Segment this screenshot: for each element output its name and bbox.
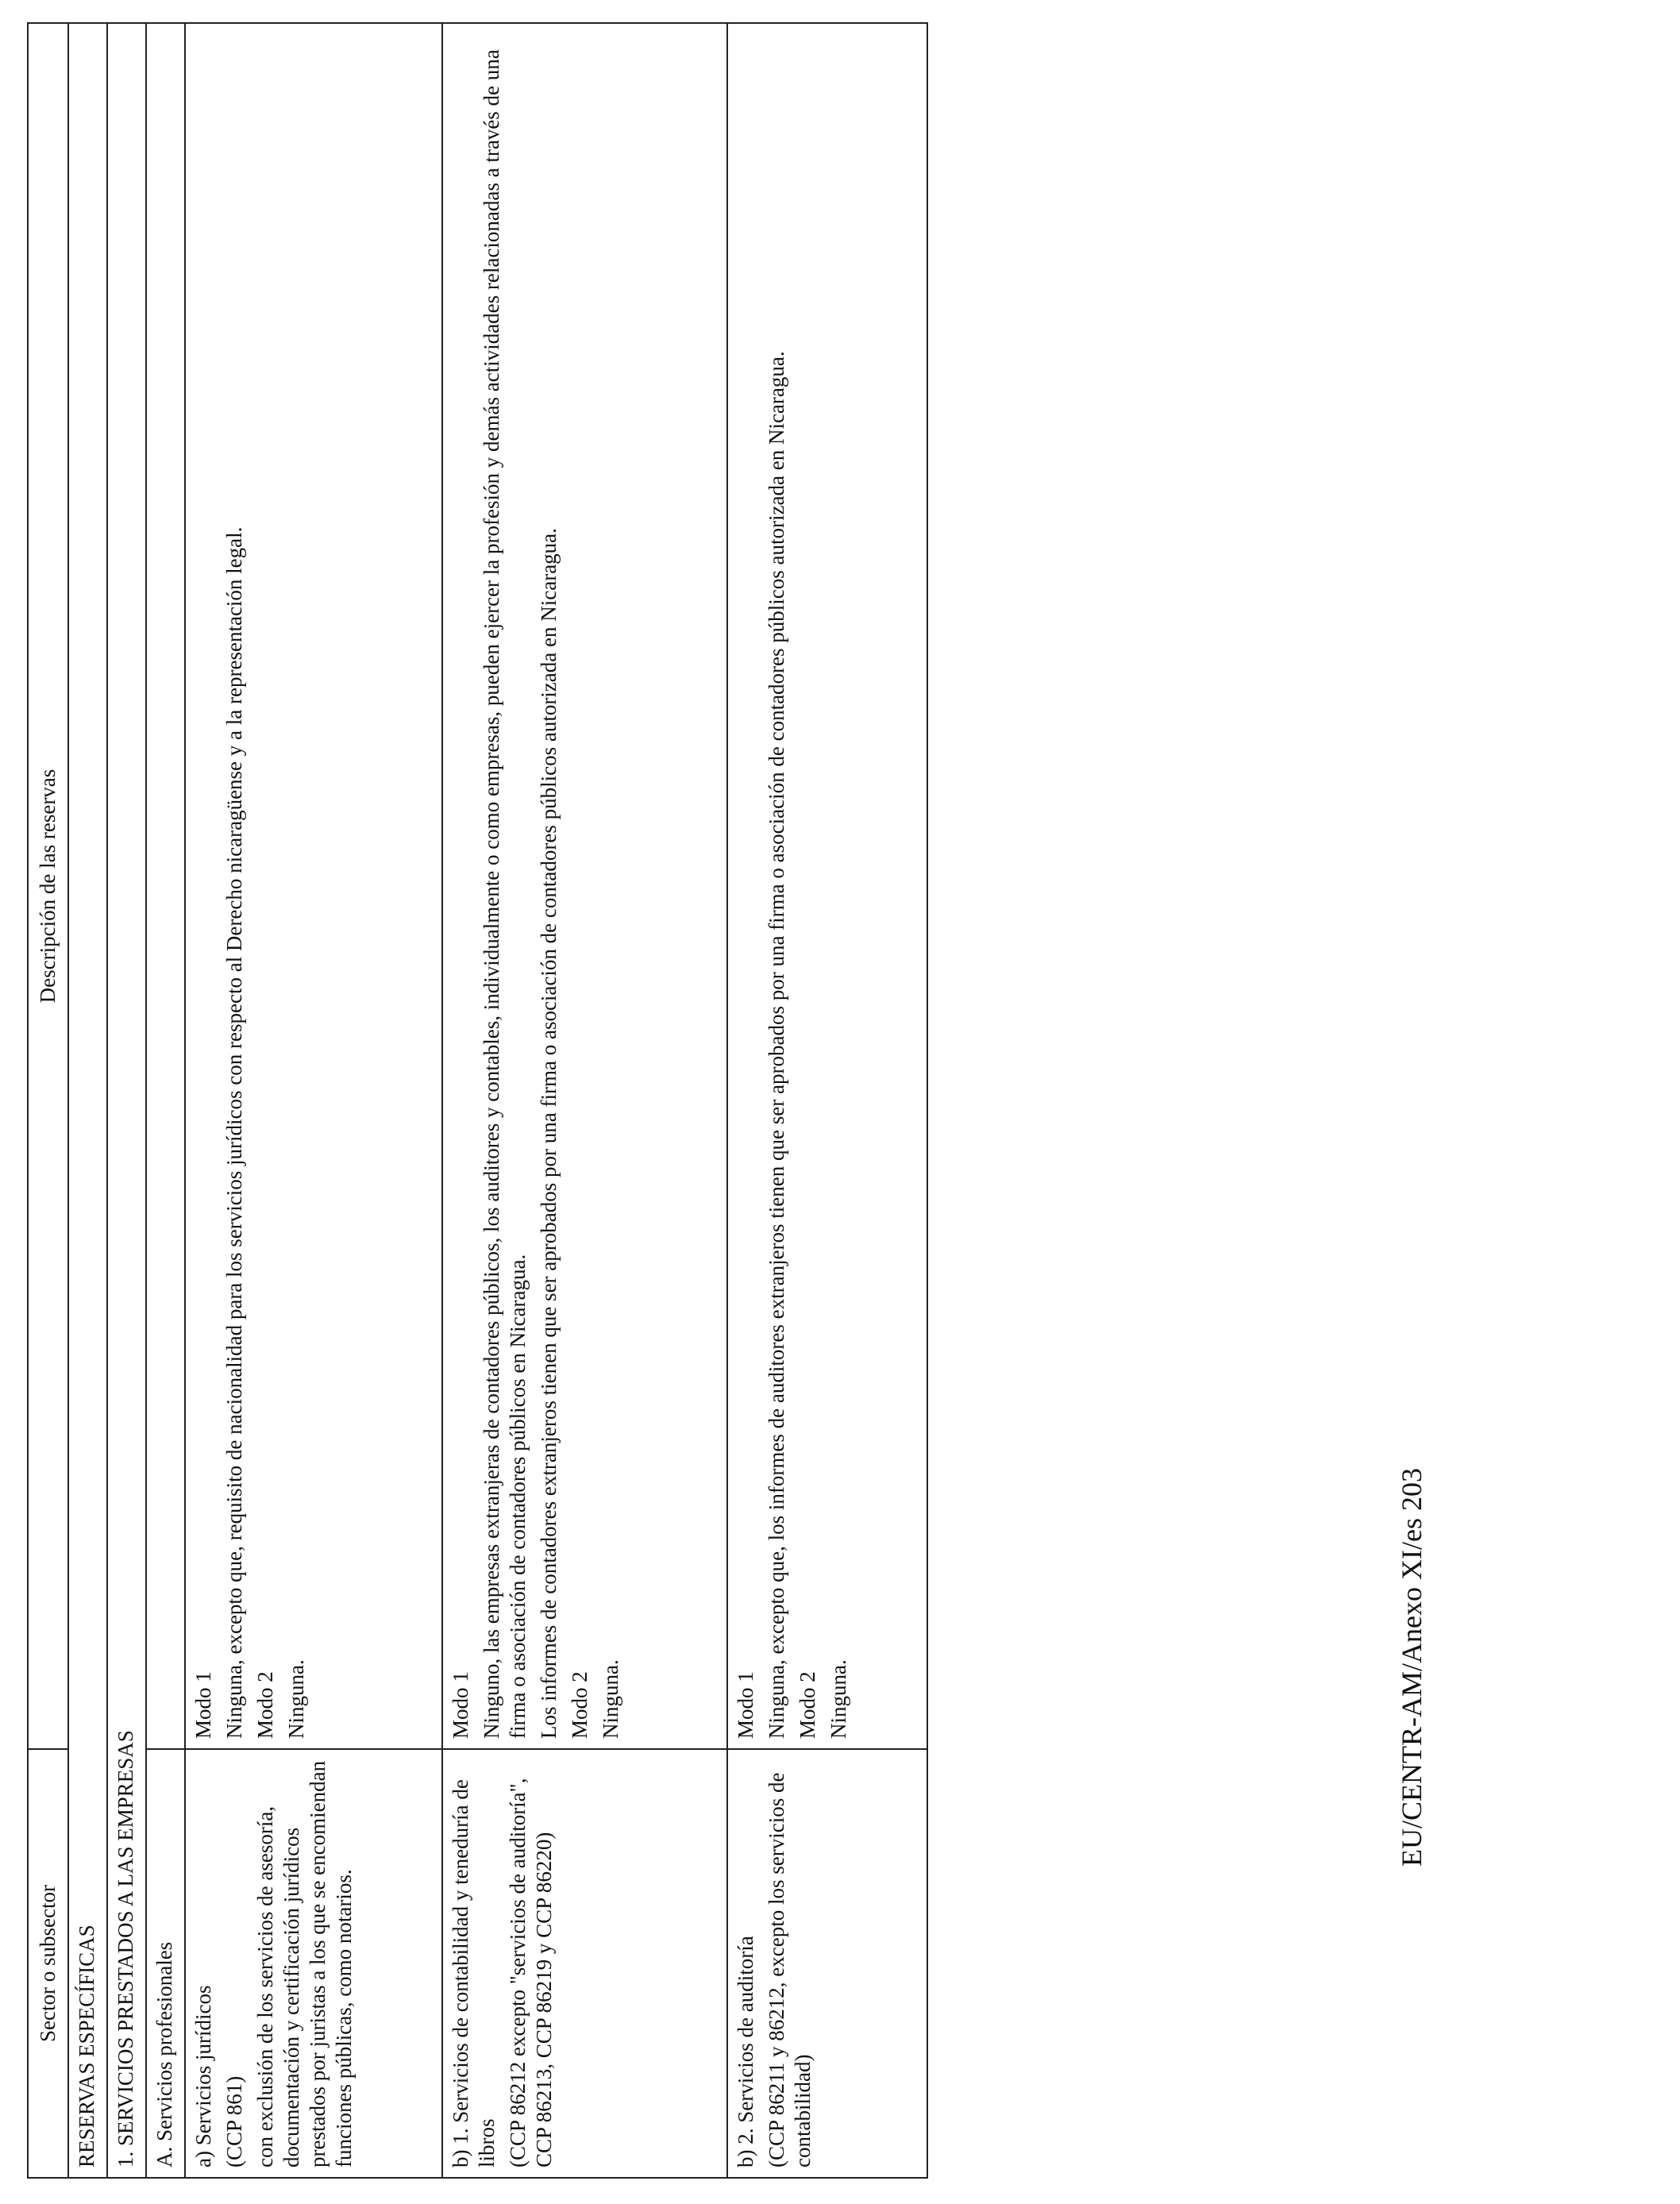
table-header-row (28, 23, 68, 2178)
document-reference: EU/CENTR-AM/Anexo XI/es 203 (1396, 1468, 1428, 1867)
section-title: RESERVAS ESPECÍFICAS (68, 23, 107, 2178)
reservation-text: Los informes de contadores extranjeros tienen que ser aprobados por una firma o asociación de contadores públicos autorizada en Nicaragua. (537, 528, 561, 1739)
sector-cell (185, 1749, 442, 2178)
mode-label: Modo 2 (253, 1671, 277, 1739)
reservation-text: Ninguna. (284, 1659, 308, 1739)
mode-label: Modo 2 (568, 1671, 591, 1739)
reservations-page (27, 22, 958, 2179)
header-sector: Sector o subsector (28, 1749, 68, 2178)
sector-cell (442, 1749, 727, 2178)
section-row (68, 23, 107, 2178)
mode-label: Modo 1 (191, 1671, 215, 1739)
mode-label: Modo 2 (796, 1671, 819, 1739)
sector-title: a) Servicios jurídicos (191, 1985, 215, 2167)
reservation-text: Ninguna, excepto que, los informes de auditores extranjeros tienen que ser aprobados por una firma o asociación de contadores públicos autorizada en Nicaragua. (765, 351, 788, 1739)
header-description: Descripción de las reservas (28, 23, 68, 1749)
sector-cell (727, 1749, 927, 2178)
reservations-table (27, 22, 928, 2179)
sector-note: con exclusión de los servicios de asesoría, documentación y certificación jurídicos prestados por juristas a los que se encomiendan funciones públicas, como notarios. (253, 1760, 356, 2167)
description-cell (727, 23, 927, 1749)
table-row (185, 23, 442, 2178)
reservation-text: Ninguno, las empresas extranjeras de contadores públicos, los auditores y contables, individualmente o como empresas, pueden ejercer la profesión y demás actividades relacionadas a través de una firma o asociación de contadores públicos en Nicaragua. (480, 49, 530, 1739)
sector-title: b) 2. Servicios de auditoría (734, 1936, 757, 2167)
table-row (727, 23, 927, 2178)
sector-title: b) 1. Servicios de contabilidad y teneduría de libros (449, 1779, 499, 2167)
description-cell (442, 23, 727, 1749)
chapter-title: 1. SERVICIOS PRESTADOS A LAS EMPRESAS (107, 23, 146, 2178)
reservation-text: Ninguna. (827, 1659, 850, 1739)
page-footer (1388, 1445, 1435, 1890)
description-cell (185, 23, 442, 1749)
mode-label: Modo 1 (449, 1671, 472, 1739)
reservation-text: Ninguna. (599, 1659, 622, 1739)
table-row (442, 23, 727, 2178)
sector-code: (CCP 86211 y 86212, excepto los servicios de contabilidad) (765, 1772, 815, 2167)
group-row (146, 23, 185, 2178)
group-empty-cell (146, 23, 185, 1749)
group-title: A. Servicios profesionales (146, 1749, 185, 2178)
reservation-text: Ninguna, excepto que, requisito de nacionalidad para los servicios jurídicos con respecto al Derecho nicaragüense y a la representación legal. (222, 526, 246, 1739)
chapter-row (107, 23, 146, 2178)
sector-code: (CCP 86212 excepto "servicios de auditoría", CCP 86213, CCP 86219 y CCP 86220) (506, 1778, 556, 2167)
sector-code: (CCP 861) (222, 2075, 246, 2167)
mode-label: Modo 1 (734, 1671, 757, 1739)
